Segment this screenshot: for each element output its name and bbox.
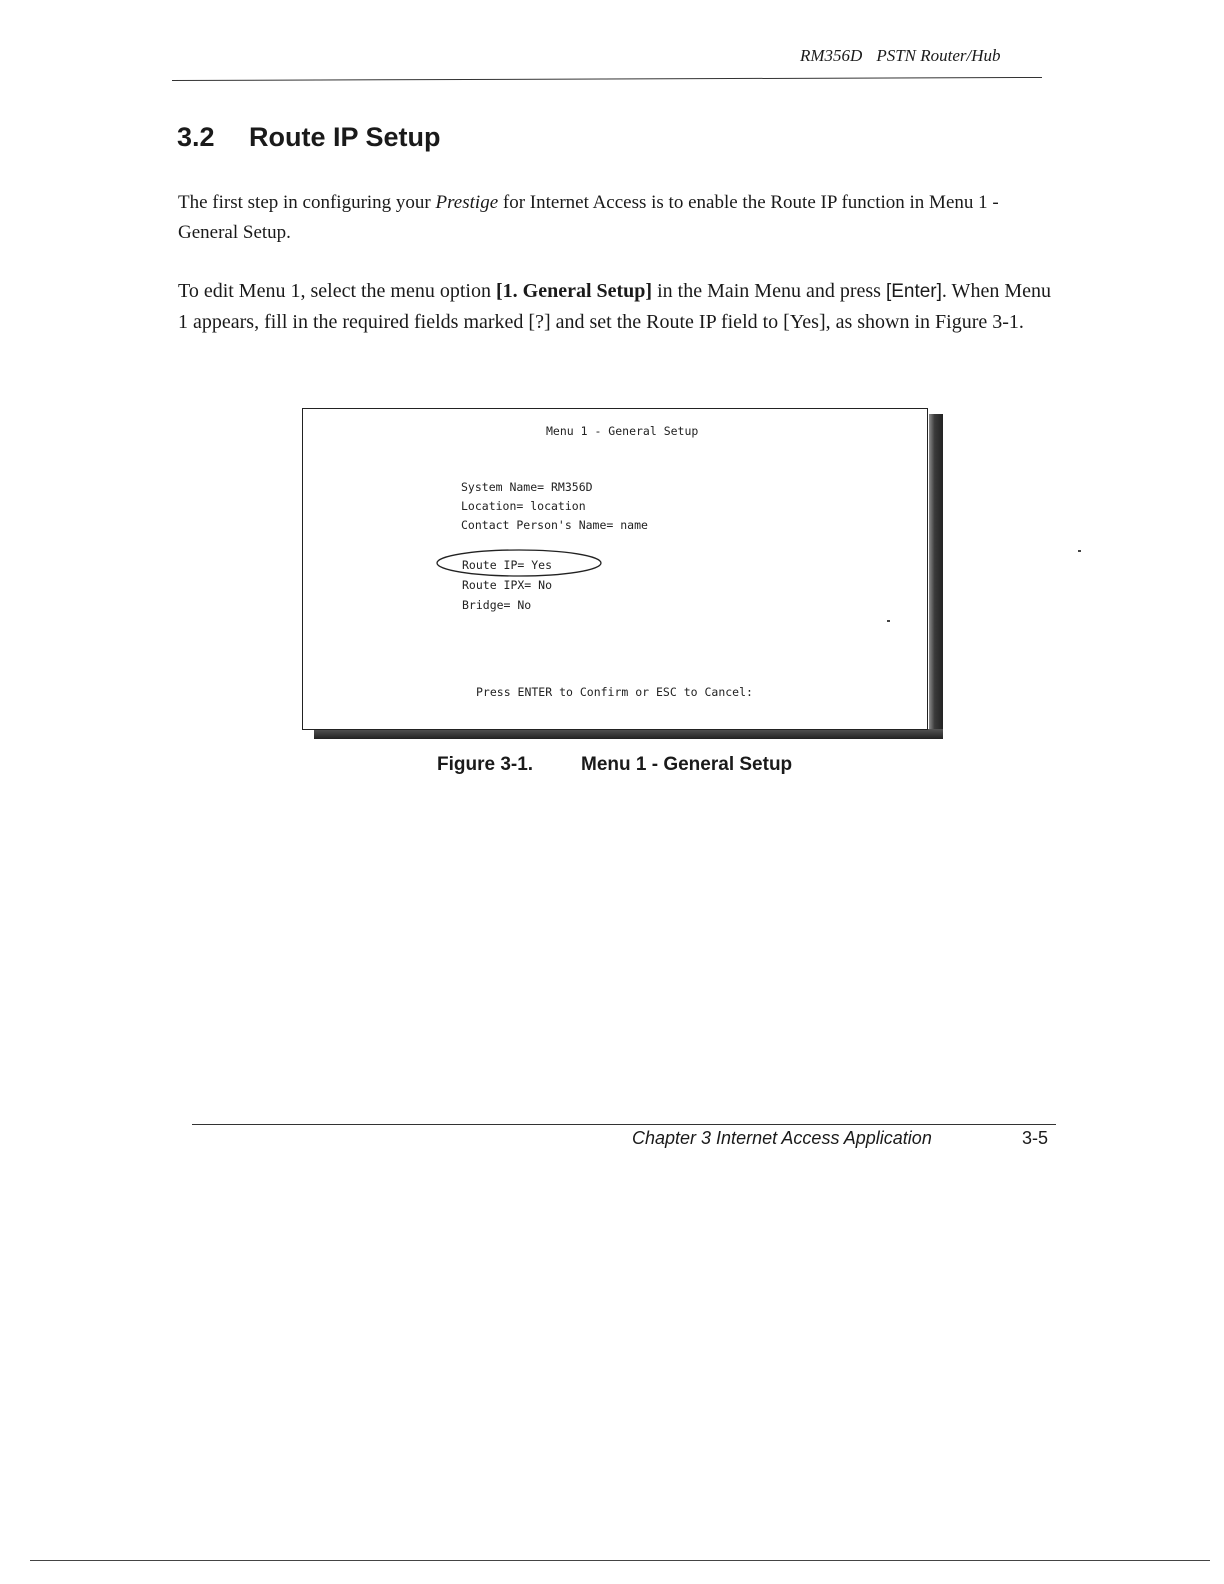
field-system-name: System Name= RM356D xyxy=(461,480,593,494)
route-ip-highlight-ellipse xyxy=(435,548,603,578)
section-title: Route IP Setup xyxy=(249,122,441,152)
field-bridge: Bridge= No xyxy=(462,598,532,612)
instruction-paragraph xyxy=(178,276,1058,337)
para1-product-name: Prestige xyxy=(435,192,499,213)
screen-title: Menu 1 - General Setup xyxy=(546,424,699,438)
footer-page-number: 3-5 xyxy=(1022,1128,1049,1148)
terminal-screen xyxy=(302,408,928,730)
para1-text-b: for Internet Access is to enable the Route IP function in Menu 1 - General Setup. xyxy=(178,192,999,243)
field-location: Location= location xyxy=(461,499,586,513)
field-route-ipx: Route IPX= No xyxy=(462,578,553,592)
header-rule xyxy=(172,77,1042,81)
para2-menu-option: [1. General Setup] xyxy=(495,280,653,302)
para1-text-a: The first step in configuring your xyxy=(178,192,436,213)
screen-shadow-right xyxy=(929,414,943,736)
screen-prompt: Press ENTER to Confirm or ESC to Cancel: xyxy=(476,685,753,699)
scan-speck xyxy=(1078,550,1081,552)
screen-shadow-bottom xyxy=(314,729,943,739)
footer-chapter: Chapter 3 Internet Access Application xyxy=(632,1128,932,1148)
figure-label: Figure 3-1. xyxy=(437,754,534,775)
field-route-ip: Route IP= Yes xyxy=(462,558,553,572)
para2-text-a: To edit Menu 1, select the menu option xyxy=(178,280,496,302)
header-model: RM356D xyxy=(800,46,863,65)
field-contact-person: Contact Person's Name= name xyxy=(461,518,648,532)
footer-rule xyxy=(192,1124,1056,1125)
scan-speck xyxy=(887,620,890,622)
section-number: 3.2 xyxy=(177,122,215,152)
running-header xyxy=(800,46,1001,66)
figure-caption-title: Menu 1 - General Setup xyxy=(581,754,793,775)
page-bottom-rule xyxy=(30,1560,1210,1561)
para2-text-b: in the Main Menu and press xyxy=(652,280,886,302)
para2-text-c: . When Menu 1 appears, fill in the required fields marked [?] and set the Route IP field to [Yes], as shown in Figure 3-1. xyxy=(178,280,1051,333)
header-product: PSTN Router/Hub xyxy=(876,46,1001,65)
section-heading xyxy=(177,122,441,153)
intro-paragraph xyxy=(178,188,1058,248)
para2-enter-key: [Enter] xyxy=(885,281,942,302)
